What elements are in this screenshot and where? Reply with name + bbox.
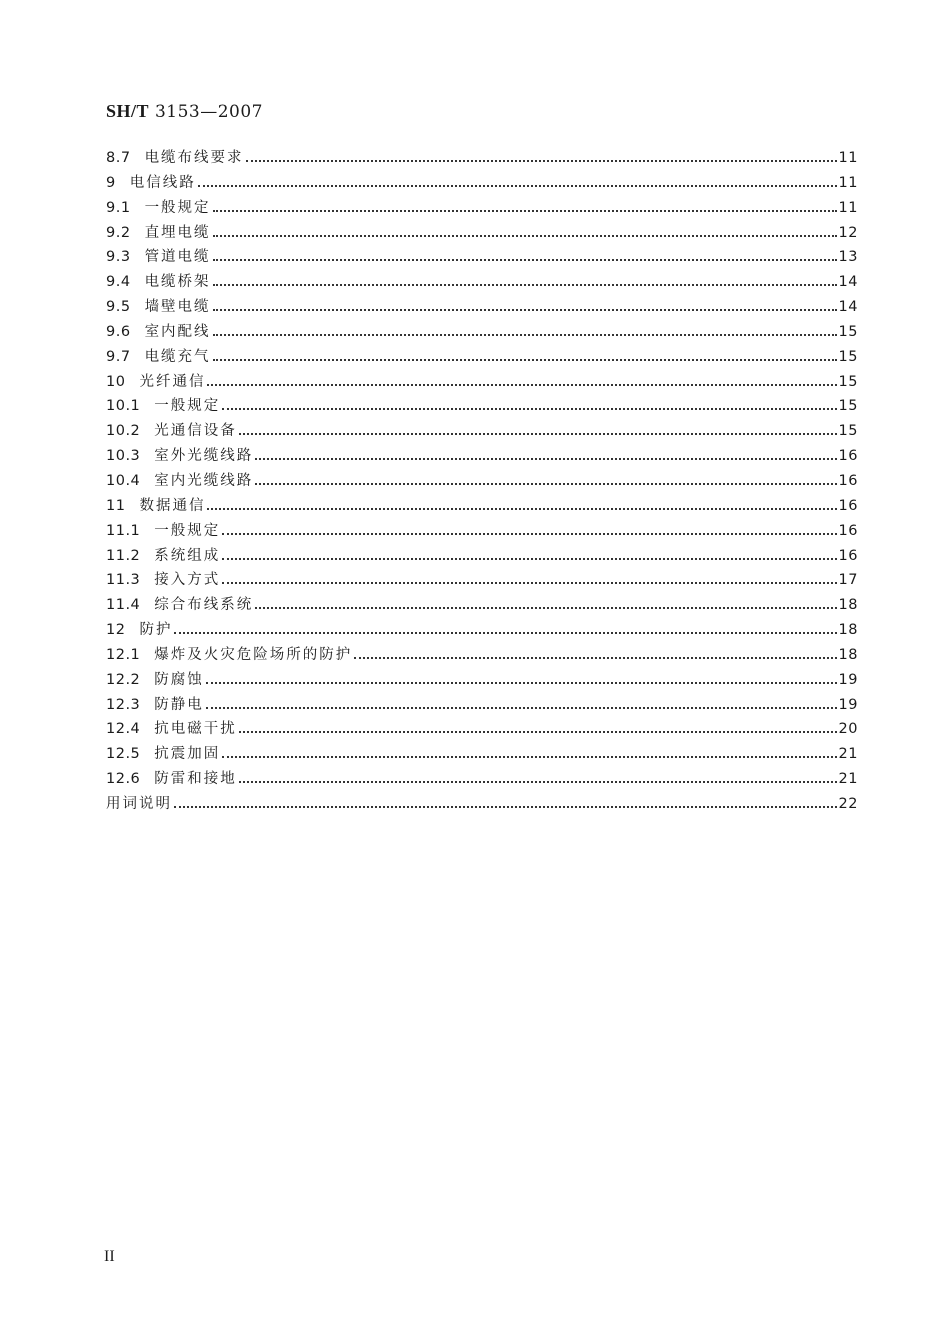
toc-entry-page: 20: [838, 721, 858, 738]
toc-dot-leader: [174, 632, 836, 634]
toc-entry-page: 16: [838, 497, 858, 514]
toc-dot-leader: [239, 433, 837, 435]
toc-entry[interactable]: [106, 717, 858, 742]
toc-entry-title: 防雷和接地: [154, 771, 237, 788]
toc-entry-page: 15: [838, 348, 858, 365]
toc-entry-title: 防静电: [154, 696, 204, 713]
toc-dot-leader: [207, 384, 836, 386]
toc-entry-title: 室内配线: [144, 323, 211, 340]
toc-entry-page: 18: [838, 646, 858, 663]
toc-entry[interactable]: [106, 146, 858, 171]
toc-dot-leader: [213, 309, 837, 311]
toc-entry-title: 电信线路: [129, 174, 196, 191]
toc-entry-title: 爆炸及火灾危险场所的防护: [154, 646, 353, 663]
toc-entry-number: 9.2: [106, 224, 131, 241]
toc-entry-number: 11: [106, 497, 126, 514]
toc-entry-page: 16: [838, 472, 858, 489]
toc-entry-page: 15: [838, 373, 858, 390]
toc-entry-number: 9.1: [106, 199, 131, 216]
toc-entry-title: 一般规定: [154, 398, 221, 415]
toc-entry-page: 14: [838, 274, 858, 291]
toc-entry[interactable]: [106, 767, 858, 792]
toc-dot-leader: [255, 483, 836, 485]
toc-entry-page: 16: [838, 448, 858, 465]
toc-entry-title: 电缆桥架: [144, 274, 211, 291]
toc-entry-title: 综合布线系统: [154, 597, 254, 614]
toc-entry-page: 16: [838, 547, 858, 564]
standard-code-prefix: SH/T: [106, 101, 150, 121]
toc-entry-title: 光通信设备: [154, 423, 237, 440]
table-of-contents: [106, 146, 858, 817]
toc-entry-page: 19: [838, 671, 858, 688]
toc-entry-number: 12.6: [106, 771, 141, 788]
toc-dot-leader: [246, 160, 837, 162]
toc-entry[interactable]: [106, 270, 858, 295]
toc-entry-title: 用词说明: [106, 795, 172, 812]
toc-entry-title: 室内光缆线路: [154, 472, 254, 489]
toc-entry-number: 12.4: [106, 721, 141, 738]
toc-entry[interactable]: [106, 568, 858, 593]
toc-entry-page: 18: [838, 597, 858, 614]
toc-entry[interactable]: [106, 394, 858, 419]
toc-entry-number: 11.2: [106, 547, 141, 564]
toc-dot-leader: [354, 657, 836, 659]
toc-entry-page: 22: [838, 795, 858, 812]
toc-entry-number: 11.3: [106, 572, 141, 589]
toc-entry-number: 9.4: [106, 274, 131, 291]
toc-dot-leader: [222, 408, 836, 410]
toc-entry-page: 15: [838, 398, 858, 415]
toc-entry[interactable]: [106, 345, 858, 370]
toc-entry-title: 抗震加固: [154, 746, 221, 763]
toc-entry-title: 电缆充气: [144, 348, 211, 365]
toc-dot-leader: [255, 607, 836, 609]
toc-entry-title: 室外光缆线路: [154, 448, 254, 465]
toc-entry-page: 19: [838, 696, 858, 713]
toc-entry[interactable]: [106, 792, 858, 817]
toc-entry[interactable]: [106, 494, 858, 519]
toc-entry[interactable]: [106, 196, 858, 221]
toc-dot-leader: [207, 508, 836, 510]
toc-dot-leader: [239, 731, 837, 733]
toc-entry-number: 12.1: [106, 646, 141, 663]
toc-dot-leader: [213, 284, 837, 286]
toc-dot-leader: [222, 558, 836, 560]
toc-entry-title: 一般规定: [154, 522, 221, 539]
toc-entry-title: 防腐蚀: [154, 671, 204, 688]
toc-entry-number: 9.6: [106, 323, 131, 340]
toc-entry[interactable]: [106, 295, 858, 320]
toc-entry-number: 12.3: [106, 696, 141, 713]
toc-entry-page: 11: [838, 150, 858, 166]
toc-entry[interactable]: [106, 444, 858, 469]
toc-dot-leader: [239, 781, 837, 783]
toc-entry-number: 9: [106, 174, 116, 191]
toc-entry[interactable]: [106, 643, 858, 668]
toc-entry-number: 9.3: [106, 249, 131, 266]
toc-entry-number: 12.5: [106, 746, 141, 763]
toc-entry-number: 10.3: [106, 448, 141, 465]
toc-entry-page: 15: [838, 423, 858, 440]
toc-entry-number: 10.2: [106, 423, 141, 440]
toc-dot-leader: [213, 235, 837, 237]
toc-dot-leader: [222, 582, 836, 584]
toc-entry-number: 10.4: [106, 472, 141, 489]
toc-entry[interactable]: [106, 519, 858, 544]
toc-entry-title: 接入方式: [154, 572, 221, 589]
toc-entry-number: 10.1: [106, 398, 141, 415]
toc-dot-leader: [213, 334, 837, 336]
toc-entry-page: 17: [838, 572, 858, 589]
toc-dot-leader: [198, 185, 837, 187]
toc-entry-title: 直埋电缆: [144, 224, 211, 241]
toc-dot-leader: [222, 533, 836, 535]
toc-entry-page: 11: [838, 174, 858, 191]
toc-dot-leader: [222, 756, 836, 758]
toc-dot-leader: [255, 458, 836, 460]
toc-entry[interactable]: [106, 370, 858, 395]
toc-dot-leader: [206, 707, 837, 709]
toc-entry[interactable]: [106, 668, 858, 693]
toc-entry-page: 21: [838, 771, 858, 788]
toc-entry-title: 系统组成: [154, 547, 221, 564]
toc-dot-leader: [213, 259, 837, 261]
toc-entry[interactable]: [106, 742, 858, 767]
toc-entry-title: 墙壁电缆: [144, 299, 211, 316]
toc-entry-title: 防护: [139, 622, 173, 639]
toc-dot-leader: [213, 210, 837, 212]
toc-entry[interactable]: [106, 544, 858, 569]
document-code-header: [106, 101, 263, 122]
toc-entry-title: 光纤通信: [139, 373, 206, 390]
toc-entry[interactable]: [106, 693, 858, 718]
toc-entry[interactable]: [106, 320, 858, 345]
toc-entry[interactable]: [106, 171, 858, 196]
toc-entry-number: 10: [106, 373, 126, 390]
toc-entry-number: 9.5: [106, 299, 131, 316]
toc-entry-number: 11.1: [106, 522, 141, 539]
toc-entry-page: 21: [838, 746, 858, 763]
toc-entry-page: 16: [838, 522, 858, 539]
toc-entry-page: 18: [838, 622, 858, 639]
toc-dot-leader: [206, 682, 837, 684]
toc-entry-number: 12.2: [106, 671, 141, 688]
toc-entry-number: 8.7: [106, 150, 131, 166]
toc-entry-page: 14: [838, 299, 858, 316]
toc-entry[interactable]: [106, 221, 858, 246]
toc-entry-title: 电缆布线要求: [144, 150, 244, 166]
standard-code-number: 3153—2007: [154, 102, 263, 122]
toc-entry-title: 一般规定: [144, 199, 211, 216]
toc-entry[interactable]: [106, 419, 858, 444]
toc-entry[interactable]: [106, 618, 858, 643]
toc-entry-page: 13: [838, 249, 858, 266]
toc-entry-page: 12: [838, 224, 858, 241]
toc-entry-page: 15: [838, 323, 858, 340]
toc-entry-title: 抗电磁干扰: [154, 721, 237, 738]
toc-entry-number: 12: [106, 622, 126, 639]
toc-entry-title: 数据通信: [139, 497, 206, 514]
toc-entry-title: 管道电缆: [144, 249, 211, 266]
toc-dot-leader: [174, 806, 837, 808]
toc-entry-number: 9.7: [106, 348, 131, 365]
toc-entry[interactable]: [106, 469, 858, 494]
page-number: II: [104, 1248, 115, 1265]
toc-entry[interactable]: [106, 593, 858, 618]
toc-entry-page: 11: [838, 199, 858, 216]
toc-dot-leader: [213, 359, 837, 361]
toc-entry-number: 11.4: [106, 597, 141, 614]
toc-entry[interactable]: [106, 245, 858, 270]
